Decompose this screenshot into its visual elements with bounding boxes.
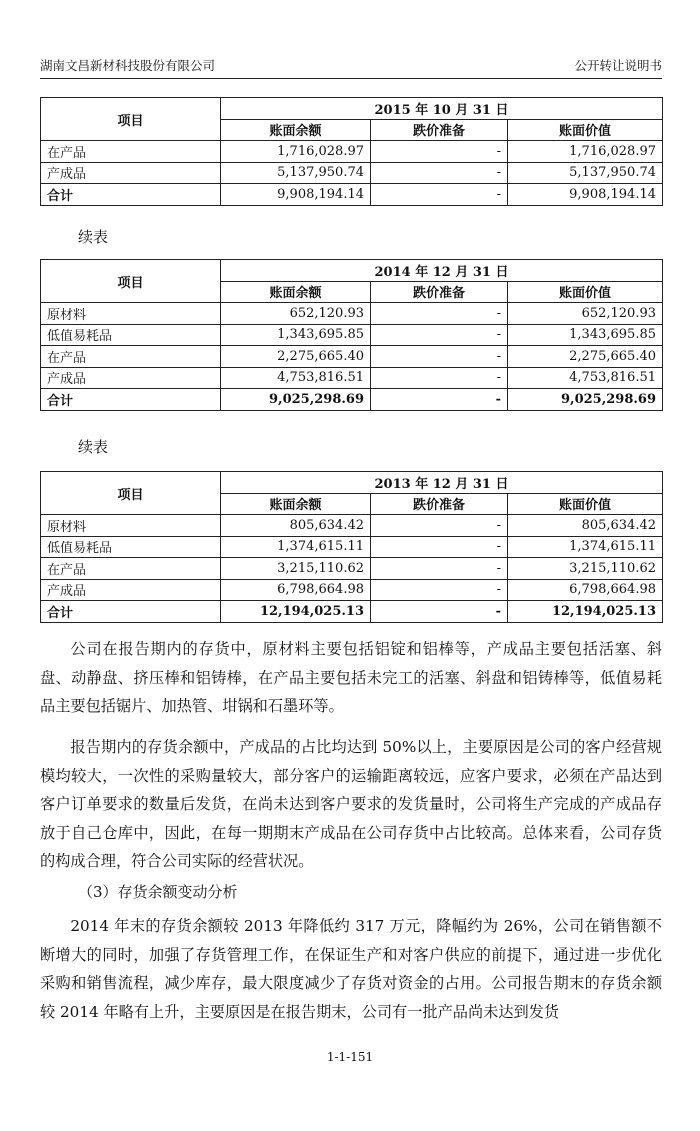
col-impairment: 跌价准备	[371, 119, 508, 141]
continued-label: 续表	[78, 438, 109, 456]
col-impairment: 跌价准备	[371, 281, 508, 303]
col-book-balance: 账面余额	[221, 119, 371, 141]
project-header: 项目	[41, 98, 221, 141]
table-row: 产成品 6,798,664.98 - 6,798,664.98	[41, 579, 663, 601]
table-date: 2014 年 12 月 31 日	[221, 260, 663, 282]
col-book-value: 账面价值	[508, 281, 663, 303]
table-row: 低值易耗品 1,343,695.85 - 1,343,695.85	[41, 324, 663, 346]
col-book-value: 账面价值	[508, 119, 663, 141]
table-row: 在产品 1,716,028.97 - 1,716,028.97	[41, 141, 663, 163]
col-book-value: 账面价值	[508, 493, 663, 515]
col-book-balance: 账面余额	[221, 281, 371, 303]
table-date: 2015 年 10 月 31 日	[221, 98, 663, 120]
table-row: 在产品 2,275,665.40 - 2,275,665.40	[41, 346, 663, 368]
page-header	[40, 56, 662, 78]
table-total-row: 合计 12,194,025.13 - 12,194,025.13	[41, 601, 663, 623]
header-doc-title: 公开转让说明书	[574, 58, 662, 73]
header-divider	[40, 78, 662, 79]
inventory-table-2013	[40, 471, 663, 623]
paragraph-balance-change: 2014 年末的存货余额较 2013 年降低约 317 万元，降幅约为 26%，公司在销售额不断增大的同时，加强了存货管理工作，在保证生产和对客户供应的前提下，通过进一步优化采购和销售流程，减少库存，最大限度减少了存货对资金的占用。公司报告期末的存货余额较 2014 年略有上升，主要原因是在报告期末，公司有一批产品尚未达到发货	[40, 917, 662, 1021]
table-row: 低值易耗品 1,374,615.11 - 1,374,615.11	[41, 536, 663, 558]
table-row: 原材料 652,120.93 - 652,120.93	[41, 303, 663, 325]
table-total-row: 合计 9,908,194.14 - 9,908,194.14	[41, 184, 663, 206]
table-row: 原材料 805,634.42 - 805,634.42	[41, 515, 663, 537]
continued-label: 续表	[78, 228, 109, 246]
table-row: 在产品 3,215,110.62 - 3,215,110.62	[41, 558, 663, 580]
project-header: 项目	[41, 472, 221, 515]
inventory-table-2015	[40, 97, 663, 206]
table-total-row: 合计 9,025,298.69 - 9,025,298.69	[41, 389, 663, 411]
paragraph-finished-goods-ratio: 报告期内的存货余额中，产成品的占比均达到 50%以上，主要原因是公司的客户经营规模均较大，一次性的采购量较大，部分客户的运输距离较远，应客户要求，必须在产品达到客户订单要求的数量后发货，在尚未达到客户要求的发货量时，公司将生产完成的产成品存放于自己仓库中，因此，在每一期期末产成品在公司存货中占比较高。总体来看，公司存货的构成合理，符合公司实际的经营状况。	[40, 738, 662, 870]
table-row: 产成品 5,137,950.74 - 5,137,950.74	[41, 162, 663, 184]
col-book-balance: 账面余额	[221, 493, 371, 515]
col-impairment: 跌价准备	[371, 493, 508, 515]
inventory-table-2014	[40, 259, 663, 411]
table-date: 2013 年 12 月 31 日	[221, 472, 663, 494]
paragraph-inventory-composition: 公司在报告期内的存货中，原材料主要包括铝锭和铝棒等，产成品主要包括活塞、斜盘、动静盘、挤压棒和铝铸棒，在产品主要包括未完工的活塞、斜盘和铝铸棒等，低值易耗品主要包括锯片、加热管、坩锅和石墨环等。	[40, 640, 662, 715]
section-subheading: （3）存货余额变动分析	[78, 883, 238, 901]
table-row: 产成品 4,753,816.51 - 4,753,816.51	[41, 367, 663, 389]
header-company: 湖南文昌新材科技股份有限公司	[40, 58, 216, 73]
project-header: 项目	[41, 260, 221, 303]
page-number: 1-1-151	[326, 1050, 374, 1064]
